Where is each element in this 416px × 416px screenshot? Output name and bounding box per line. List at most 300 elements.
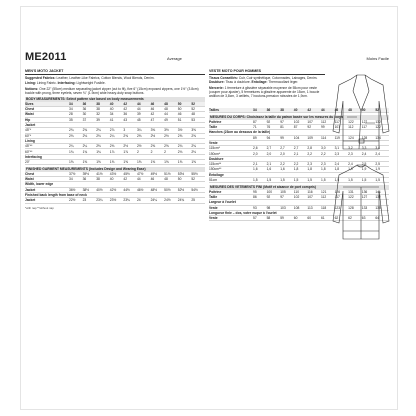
jacket-sketches xyxy=(329,71,393,241)
table-cell: 1⅝ xyxy=(150,160,156,165)
table-cell: 51 xyxy=(177,117,182,122)
table-cell: 45½ xyxy=(123,171,130,176)
table-cell: 1¾ xyxy=(82,149,88,154)
table-cell: 39½ xyxy=(82,171,90,176)
table-cell: 47½ xyxy=(136,171,144,176)
table-cell: 45 xyxy=(136,117,141,122)
table-cell: 42 xyxy=(150,112,155,117)
difficulty-en: Average xyxy=(167,56,182,61)
table-cell: 2,2 xyxy=(307,151,312,156)
table-cell: 2⅛ xyxy=(69,133,74,138)
table-cell: 24¼ xyxy=(150,198,157,203)
table-cell: 36 xyxy=(82,107,87,112)
table-cell: 2,4 xyxy=(361,151,367,156)
table-cell: 63 xyxy=(361,216,366,221)
table-cell: 35 xyxy=(69,117,73,122)
width-label-fr: Largeur à l'ourlet xyxy=(209,200,389,205)
table-cell: 2⅜ xyxy=(123,133,128,138)
table-cell: 2⅜ xyxy=(96,144,101,149)
table-cell: 34 xyxy=(109,112,114,117)
table-cell: 132 xyxy=(375,119,381,124)
table-cell: 107 xyxy=(307,119,313,124)
table-cell: 92 xyxy=(266,119,271,124)
table-cell: 40 xyxy=(109,101,114,106)
f-width-row-en: Jacket 36½ 38½ 40½ 42½ 44½ 46½ 48½ 50½ 52½ 54½ xyxy=(25,188,205,193)
table-cell: 127 xyxy=(361,119,368,124)
table-cell: 3¼ xyxy=(136,128,142,133)
jacket-yardage-2-fr: 150cm* 2,0 2,0 2,0 2,1 2,2 2,2 2,3 2,3 2,4 2,4 xyxy=(209,151,389,156)
lining-yardage-2-fr: 150cm** 1,6 1,6 1,6 1,8 1,8 1,8 1,8 1,9 1,9 1,9 xyxy=(209,167,389,172)
table-cell: 2,2 xyxy=(293,162,299,167)
table-cell: 86 xyxy=(253,194,257,199)
table-cell: 2¾ xyxy=(191,144,196,149)
finished-measurements-header-fr: MESURES DES VETEMENTS FINI (Motif et aisance de port compris) xyxy=(209,185,389,190)
table-cell: 1⅝ xyxy=(123,160,128,165)
table-cell: 2¾ xyxy=(177,144,183,149)
table-cell: 100 xyxy=(266,189,273,194)
table-cell: 54½ xyxy=(191,187,198,192)
table-cell: 114 xyxy=(320,135,327,140)
table-cell: 37½ xyxy=(69,171,76,176)
table-cell: 2 xyxy=(150,149,153,154)
table-cell: 2⅝ xyxy=(177,133,183,138)
table-cell: 50 xyxy=(361,108,366,113)
table-cell: 30 xyxy=(82,112,87,117)
table-cell: 46 xyxy=(334,108,339,113)
jacket-technical-drawing xyxy=(329,71,393,241)
table-cell: 1,5 xyxy=(348,178,353,182)
table-cell: 1¾ xyxy=(69,149,74,154)
table-cell: 3⅜ xyxy=(150,128,156,133)
table-cell: 2,0 xyxy=(280,151,285,156)
table-cell: 42 xyxy=(123,177,128,182)
table-cell: 131 xyxy=(348,189,354,194)
table-cell: 2,4 xyxy=(348,162,353,167)
table-cell: 3,4 xyxy=(375,146,380,151)
table-cell: 2¼ xyxy=(82,144,88,149)
table-cell: 39 xyxy=(96,117,100,122)
jacket-yardage-1-en: 45"* 2¾ 2¾ 2¾ 2⅞ 3 3¼ 3⅜ 3½ 3½ 3⅝ xyxy=(25,128,205,133)
pattern-envelope-back xyxy=(20,6,398,410)
table-cell: 48 xyxy=(164,107,168,112)
interfacing-yardage-fr: 51cm 1,5 1,5 1,5 1,5 1,5 1,5 1,5 1,5 1,5 1,5 xyxy=(209,178,389,183)
table-cell: 23½ xyxy=(109,198,117,203)
table-cell: 3⅝ xyxy=(191,128,196,133)
table-cell: 1⅞ xyxy=(109,149,115,154)
table-cell: 2 xyxy=(164,149,166,154)
table-cell: 113 xyxy=(307,205,313,210)
table-cell: 99 xyxy=(280,135,284,140)
table-cell: 107 xyxy=(307,194,313,199)
table-cell: 138 xyxy=(375,205,381,210)
table-cell: 47 xyxy=(150,117,155,122)
table-cell: 2,8 xyxy=(307,146,312,151)
table-cell: 23¼ xyxy=(96,198,103,203)
table-cell: 102 xyxy=(293,194,300,199)
table-cell: 2,3 xyxy=(320,162,326,167)
table-cell: 42 xyxy=(123,107,128,112)
table-cell: 39 xyxy=(136,112,141,117)
table-cell: 2,3 xyxy=(348,151,353,156)
table-cell: 42½ xyxy=(109,187,117,192)
table-cell: 52 xyxy=(191,101,196,106)
table-cell: 2⅝ xyxy=(150,144,156,149)
table-cell: 53½ xyxy=(177,171,185,176)
table-cell: 36½ xyxy=(69,187,76,192)
table-cell: 1⅞ xyxy=(123,149,128,154)
table-cell: 1⅝ xyxy=(191,160,196,165)
table-cell: 2,4 xyxy=(334,162,340,167)
table-cell: 2 xyxy=(136,149,139,154)
table-cell: 36 xyxy=(266,108,271,113)
table-cell: 2½ xyxy=(150,133,156,138)
table-cell: 1⅝ xyxy=(177,160,183,165)
table-cell: 132 xyxy=(375,194,381,199)
table-cell: 3,1 xyxy=(334,146,340,151)
table-cell: 119 xyxy=(334,135,340,140)
table-cell: 1⅝ xyxy=(96,160,101,165)
table-cell: 2⅛ xyxy=(177,149,183,154)
table-cell: 44 xyxy=(136,107,141,112)
finished-measurements-header-en: FINISHED GARMENT MEASUREMENTS (Includes Design and Wearing Ease) xyxy=(25,167,205,172)
table-cell: 46 xyxy=(150,177,155,182)
table-cell: 38 xyxy=(280,108,284,113)
table-cell: 2⅛ xyxy=(82,133,88,138)
jacket-label-en: Jacket xyxy=(25,123,205,128)
table-cell: 2,6 xyxy=(253,146,258,151)
table-cell: 3 xyxy=(123,128,126,133)
lining-interfacing-en: Lining: Lining Fabric. Interfacing: Lightweight Fusible. xyxy=(25,81,106,86)
table-cell: 2,0 xyxy=(253,151,258,156)
table-cell: 40½ xyxy=(96,187,103,192)
table-cell: 46 xyxy=(150,107,155,112)
f-waist-row-en: Waist 34 36 38 40 42 44 46 48 50 52 xyxy=(25,177,205,182)
table-cell: 1⅝ xyxy=(109,160,115,165)
table-cell: 2,5 xyxy=(375,162,380,167)
table-cell: 57 xyxy=(253,216,257,221)
table-cell: 50 xyxy=(177,107,182,112)
notions-en: Notions: One 22" (55cm) medium separating jacket zipper (cut to fit), five 6" (15cm) exposed zippers, one 1½" (3.8cm) buckle with prong, three eyelets, seven ¾" (1.9cm) wide heavy-duty snap buttons. xyxy=(25,86,199,96)
table-cell: 133 xyxy=(361,205,368,210)
table-cell: 58 xyxy=(266,216,271,221)
table-cell: 1,5 xyxy=(280,178,285,182)
table-cell: 23 xyxy=(82,198,87,203)
chest-row-en: Chest 34 36 38 40 42 44 46 48 50 52 xyxy=(25,107,205,112)
interfacing-label-en: Interfacing xyxy=(25,155,205,160)
table-cell: 98 xyxy=(266,205,271,210)
waist-row-fr: Taille 71 76 81 87 92 99 107 112 117 122 xyxy=(209,125,389,130)
table-cell: 122 xyxy=(375,125,381,130)
table-cell: 1,8 xyxy=(307,167,312,172)
table-cell: 52 xyxy=(191,107,196,112)
table-cell: 37 xyxy=(82,117,87,122)
model-number: ME2011 xyxy=(25,51,67,63)
table-cell: 116 xyxy=(307,189,313,194)
table-cell: 117 xyxy=(361,125,368,130)
table-cell: 38½ xyxy=(82,187,90,192)
table-cell: 55½ xyxy=(191,171,198,176)
hip-row-en: Hip 35 37 39 41 43 45 47 49 51 53 xyxy=(25,118,205,123)
table-cell: 2⅝ xyxy=(191,133,196,138)
table-cell: 50 xyxy=(177,101,182,106)
table-cell: 62 xyxy=(348,216,352,221)
body-measurements-header-fr: MESURES DU CORPS: Choisissez la taille du patron basée sur les mesures du corps xyxy=(209,115,389,120)
f-chest-row-fr: Poitrine 95 100 105 110 116 121 126 131 136 141 xyxy=(209,190,389,195)
table-cell: 2⅜ xyxy=(109,144,115,149)
table-cell: 71 xyxy=(253,125,257,130)
table-cell: 2,7 xyxy=(280,146,285,151)
table-cell: 22½ xyxy=(69,198,76,203)
table-cell: 128 xyxy=(361,135,368,140)
table-cell: 62 xyxy=(334,216,339,221)
table-cell: 43½ xyxy=(109,171,117,176)
table-cell: 76 xyxy=(266,125,271,130)
table-cell: 49½ xyxy=(150,171,157,176)
hip-label-fr: Hanches (23cm au dessous de la taille) xyxy=(209,130,389,135)
back-label-fr: Longueur finie – dos, votre nuque à l'ourlet xyxy=(209,211,389,216)
table-cell: 2¾ xyxy=(96,128,101,133)
garment-title-fr: VESTE MOTO POUR HOMMES xyxy=(209,69,325,75)
footnote-en: *with nap **without nap xyxy=(25,205,54,210)
table-cell: 117 xyxy=(334,194,340,199)
table-cell: 46½ xyxy=(136,187,144,192)
table-cell: 3,0 xyxy=(320,146,326,151)
table-cell: 2¾ xyxy=(82,128,88,133)
sizes-row-fr: Tailles 34 36 38 40 42 44 46 48 50 52 xyxy=(209,108,389,113)
table-cell: 118 xyxy=(320,205,327,210)
table-cell: 2½ xyxy=(164,133,169,138)
interfacing-yardage-en: 20" 1⅝ 1⅝ 1⅝ 1⅝ 1⅝ 1⅝ 1⅝ 1⅝ 1⅝ 1⅝ xyxy=(25,160,205,165)
f-width-row-fr: Veste 93 98 103 108 113 118 123 128 133 138 xyxy=(209,206,389,211)
table-cell: 123 xyxy=(334,205,341,210)
table-cell: 1⅝ xyxy=(82,160,88,165)
table-cell: 1,5 xyxy=(253,178,258,182)
table-cell: 122 xyxy=(348,194,354,199)
lining-yardage-1-en: 45"** 2¼ 2¼ 2⅜ 2⅜ 2½ 2½ 2⅝ 2⅝ 2¾ 2¾ xyxy=(25,144,205,149)
table-cell: 44 xyxy=(136,177,141,182)
table-cell: 141 xyxy=(375,189,381,194)
table-cell: 2¾ xyxy=(69,128,74,133)
table-cell: 2,4 xyxy=(375,151,380,156)
table-cell: 121 xyxy=(320,189,327,194)
table-cell: 24½ xyxy=(164,198,171,203)
table-cell: 126 xyxy=(334,189,341,194)
table-cell: 112 xyxy=(320,194,327,199)
table-cell: 44 xyxy=(320,108,325,113)
table-cell: 2,3 xyxy=(334,151,340,156)
table-cell: 2½ xyxy=(123,144,128,149)
difficulty-fr: Moins Facile xyxy=(366,56,389,61)
table-cell: 3½ xyxy=(177,128,183,133)
table-cell: 81 xyxy=(280,125,284,130)
table-cell: 46 xyxy=(177,112,182,117)
table-cell: 109 xyxy=(307,135,313,140)
table-cell: 49 xyxy=(164,117,168,122)
table-cell: 36 xyxy=(82,177,87,182)
f-waist-row-fr: Taille 86 92 97 102 107 112 117 122 127 132 xyxy=(209,195,389,200)
sizes-row-en: Sizes 34 36 38 40 42 44 46 48 50 52 xyxy=(25,102,205,107)
table-cell: 97 xyxy=(280,194,284,199)
lining-label-en: Lining xyxy=(25,139,205,144)
table-cell: 107 xyxy=(334,125,341,130)
table-cell: 1,9 xyxy=(375,167,380,172)
table-cell: 48 xyxy=(164,101,168,106)
table-cell: 1,8 xyxy=(334,167,340,172)
header xyxy=(25,51,393,65)
table-cell: 41½ xyxy=(96,171,103,176)
table-cell: 48 xyxy=(191,112,196,117)
table-cell: 2⅞ xyxy=(109,128,115,133)
table-cell: 1,5 xyxy=(307,178,312,182)
table-cell: 103 xyxy=(280,205,286,210)
table-cell: 24 xyxy=(136,198,141,203)
table-cell: 87 xyxy=(293,125,298,130)
table-cell: 40 xyxy=(109,107,114,112)
table-cell: 99 xyxy=(320,125,325,130)
table-cell: 43 xyxy=(123,117,128,122)
table-cell: 2,2 xyxy=(280,162,285,167)
table-cell: 87 xyxy=(253,119,257,124)
table-cell: 1,5 xyxy=(293,178,299,182)
table-cell: 1,5 xyxy=(266,178,272,182)
table-cell: 105 xyxy=(280,189,286,194)
table-cell: 3,2 xyxy=(348,146,353,151)
table-cell: 51½ xyxy=(164,171,171,176)
table-cell: 134 xyxy=(375,135,381,140)
table-cell: 1,6 xyxy=(266,167,272,172)
table-cell: 64 xyxy=(375,216,380,221)
table-cell: 44½ xyxy=(123,187,130,192)
f-back-row-fr: Veste 57 58 59 60 60 61 62 62 63 64 xyxy=(209,216,389,221)
interfacing-label-fr: Entoilage xyxy=(209,173,389,178)
table-cell: 92 xyxy=(266,194,271,199)
table-cell: 1,5 xyxy=(375,178,380,182)
table-cell: 53 xyxy=(191,117,196,122)
table-cell: 2,1 xyxy=(253,162,258,167)
table-cell: 2⅜ xyxy=(136,133,142,138)
table-cell: 50½ xyxy=(164,187,171,192)
table-cell: 36 xyxy=(123,112,128,117)
table-cell: 1,6 xyxy=(253,167,258,172)
table-cell: 127 xyxy=(361,194,368,199)
jacket-label-fr: Veste xyxy=(209,141,389,146)
table-cell: 94 xyxy=(266,135,271,140)
table-cell: 44 xyxy=(136,101,141,106)
table-cell: 24¾ xyxy=(177,198,185,203)
table-cell: 92 xyxy=(307,125,312,130)
table-cell: 2¼ xyxy=(109,133,115,138)
f-chest-row-en: Chest 37½ 39½ 41½ 43½ 45½ 47½ 49½ 51½ 53½ 55½ xyxy=(25,172,205,177)
table-cell: 124 xyxy=(348,135,354,140)
table-cell: 48 xyxy=(164,177,168,182)
table-cell: 44 xyxy=(164,112,168,117)
table-cell: 2⅛ xyxy=(96,133,101,138)
table-cell: 52 xyxy=(375,108,380,113)
table-cell: 2⅛ xyxy=(191,149,196,154)
table-cell: 52 xyxy=(191,177,196,182)
table-cell: 117 xyxy=(334,119,340,124)
table-cell: 2,3 xyxy=(307,162,312,167)
table-cell: 34 xyxy=(69,101,73,106)
table-cell: 42 xyxy=(123,101,128,106)
table-cell: 40 xyxy=(293,108,298,113)
waist-row-en: Waist 28 30 32 34 36 39 42 44 46 48 xyxy=(25,112,205,117)
table-cell: 50 xyxy=(177,177,182,182)
table-cell: 28 xyxy=(69,112,73,117)
table-cell: 122 xyxy=(348,119,354,124)
jacket-yardage-1-fr: 115cm* 2,6 2,7 2,7 2,7 2,8 3,0 3,1 3,2 3,3 3,4 xyxy=(209,146,389,151)
table-cell: 41 xyxy=(109,117,114,122)
table-cell: 48½ xyxy=(150,187,157,192)
table-cell: 38 xyxy=(96,107,100,112)
table-cell: 3½ xyxy=(164,128,169,133)
table-cell: 36 xyxy=(82,101,87,106)
table-cell: 25 xyxy=(191,198,196,203)
table-cell: 48 xyxy=(348,108,352,113)
table-cell: 61 xyxy=(320,216,325,221)
table-cell: 89 xyxy=(253,135,257,140)
f-back-row-en: Jacket 22½ 23 23¼ 23½ 23¾ 24 24¼ 24½ 24¾ 25 xyxy=(25,198,205,203)
table-cell: 1¾ xyxy=(96,149,101,154)
table-cell: 42 xyxy=(307,108,312,113)
table-cell: 97 xyxy=(280,119,284,124)
table-cell: 1,8 xyxy=(293,167,299,172)
table-cell: 2,2 xyxy=(320,151,326,156)
table-cell: 112 xyxy=(320,119,327,124)
table-cell: 128 xyxy=(348,205,354,210)
table-cell: 1,8 xyxy=(320,167,326,172)
table-cell: 60 xyxy=(307,216,312,221)
table-cell: 2,1 xyxy=(266,162,272,167)
table-cell: 1,9 xyxy=(361,167,367,172)
table-cell: 1⅝ xyxy=(136,160,142,165)
fabrics-fr: Tissus Conseillés: Cuir, Cuir synthétique, Cotonnades, Lainages, Denim. Doublure: Tissu à doublure. Entoilage: Thermocollant léger. xyxy=(209,75,318,84)
table-cell: 46 xyxy=(150,101,155,106)
garment-title-en: MEN'S MOTO JACKET xyxy=(25,69,205,75)
table-cell: 32 xyxy=(96,112,100,117)
table-cell: 38 xyxy=(96,101,100,106)
table-cell: 93 xyxy=(253,205,257,210)
lining-label-fr: Doublure xyxy=(209,157,389,162)
table-cell: 2,7 xyxy=(293,146,299,151)
lining-yardage-2-en: 60"** 1¾ 1¾ 1¾ 1⅞ 1⅞ 2 2 2 2⅛ 2⅛ xyxy=(25,149,205,154)
table-cell: 1,5 xyxy=(320,178,326,182)
english-column xyxy=(25,69,205,210)
chest-row-fr: Poitrine 87 92 97 102 107 112 117 122 127 132 xyxy=(209,120,389,125)
notions-fr: Mercerie: 1 fermeture à glissière séparable moyenne de 55cm pour veste (couper pour ajuster), 5 fermetures à glissière apparente de 15cm, 1 boucle ardillon de 3,8cm, 3 oeillets, 7 boutons-pression robustes de 1,9cm. xyxy=(209,85,320,98)
table-cell: 104 xyxy=(293,135,300,140)
table-cell: 34 xyxy=(69,107,73,112)
width-label-en: Width, lower edge xyxy=(25,182,205,187)
table-cell: 40 xyxy=(109,177,114,182)
table-cell: 2¼ xyxy=(69,144,74,149)
table-cell: 2,5 xyxy=(361,162,367,167)
table-cell: 1,6 xyxy=(280,167,285,172)
lining-yardage-1-fr: 115cm** 2,1 2,1 2,2 2,2 2,3 2,3 2,4 2,4 2,5 2,5 xyxy=(209,162,389,167)
table-cell: 1⅝ xyxy=(164,160,169,165)
table-cell: 1,5 xyxy=(361,178,367,182)
fabrics-en: Suggested Fabrics: Leather, Leather-Like Fabrics, Cotton Blends, Wool Blends, Denim. xyxy=(25,75,155,80)
table-cell: 59 xyxy=(280,216,284,221)
table-cell: 95 xyxy=(253,189,257,194)
table-cell: 38 xyxy=(96,177,100,182)
table-cell: 60 xyxy=(293,216,298,221)
table-cell: 110 xyxy=(293,189,300,194)
table-cell: 1,5 xyxy=(334,178,340,182)
table-cell: 52½ xyxy=(177,187,185,192)
body-measurements-header-en: BODY MEASUREMENTS: Select pattern size based on body measurements xyxy=(25,97,205,102)
table-cell: 108 xyxy=(293,205,300,210)
